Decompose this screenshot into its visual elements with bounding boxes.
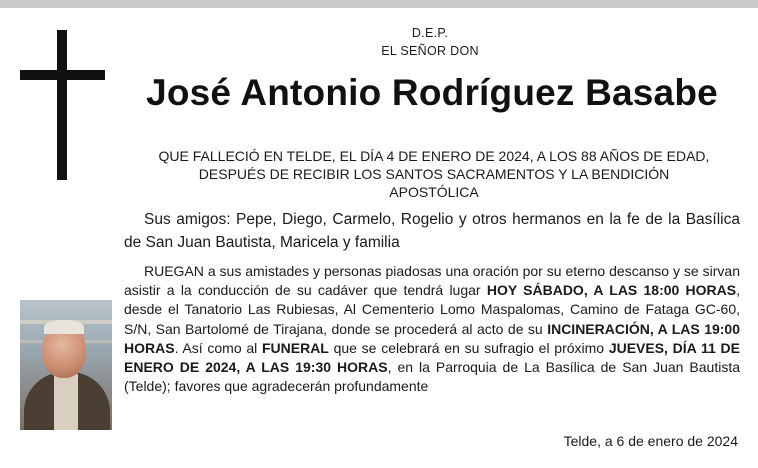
ceremony-paragraph — [124, 262, 740, 396]
ceremony-time-bold: HOY SÁBADO, A LAS 18:00 HORAS — [486, 282, 737, 299]
mourners-paragraph: Sus amigos: Pepe, Diego, Carmelo, Rogelio y otros hermanos en la fe de la Basílica de San Juan Bautista, Maricela y familia — [124, 211, 740, 251]
cremation-bold: INCINERACIÓN, A LAS 19:00 HORAS — [124, 320, 740, 356]
cross-vertical-bar — [57, 30, 67, 180]
ceremony-text: , desde el Tanatorio Las Rubiesas, Al Cementerio Lomo Maspalomas, Camino de Fataga GC-60, S/N, San Bartolomé de Tirajana, donde se procederá al acto de su — [124, 282, 740, 337]
senor-heading: EL SEÑOR DON — [381, 44, 479, 58]
deceased-name: José Antonio Rodríguez Basabe — [146, 72, 718, 113]
ceremony-text: RUEGAN a sus amistades y personas piadosas una oración por su eterno descanso y se sirvan asistir a la conducción de su cadáver que tendrá lugar — [124, 263, 740, 299]
cross-horizontal-bar — [20, 70, 105, 80]
death-notice-line: QUE FALLECIÓ EN TELDE, EL DÍA 4 DE ENERO DE 2024, A LOS 88 AÑOS DE EDAD, — [158, 148, 710, 164]
death-notice-line: APOSTÓLICA — [389, 184, 479, 200]
ceremony-text: . Así como al — [174, 339, 262, 356]
funeral-bold: FUNERAL — [261, 339, 329, 356]
ceremony-text: que se celebrará en su sufragio el próximo — [328, 339, 609, 356]
funeral-date-bold: JUEVES, DÍA 11 DE ENERO DE 2024, A LAS 19:30 HORAS — [124, 339, 740, 376]
ceremony-text: , en la Parroquia de La Basílica de San Juan Bautista (Telde); favores que agradecerán profundamente — [124, 359, 740, 395]
signing-date: Telde, a 6 de enero de 2024 — [563, 433, 738, 449]
dep-heading: D.E.P. — [411, 26, 449, 40]
top-border — [0, 0, 758, 8]
portrait-photo — [20, 300, 112, 430]
death-notice-line: DESPUÉS DE RECIBIR LOS SANTOS SACRAMENTOS Y LA BENDICIÓN — [198, 166, 670, 182]
death-notice — [120, 147, 748, 201]
